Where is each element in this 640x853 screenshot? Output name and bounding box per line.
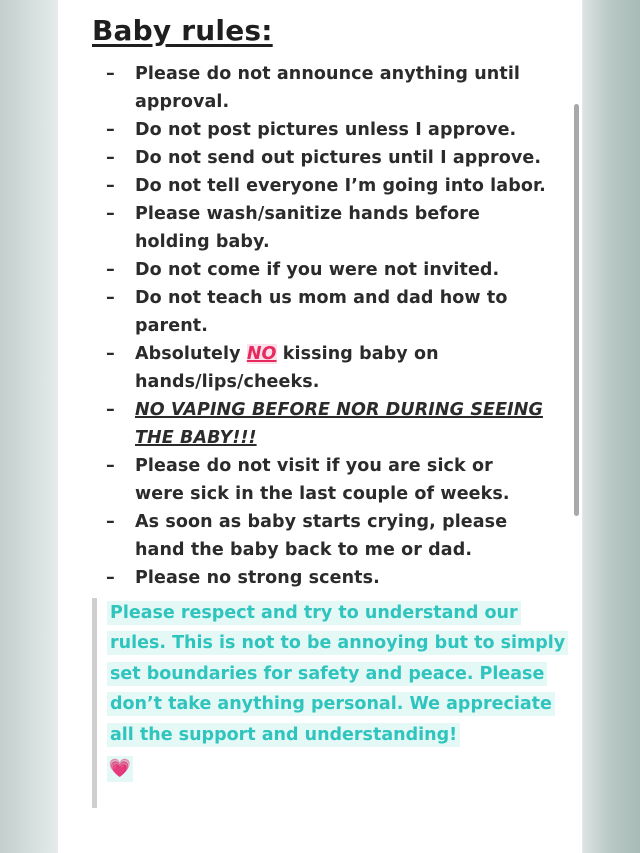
bullet-dash: – xyxy=(106,204,115,224)
bullet-dash: – xyxy=(106,568,115,588)
bullet-dash: – xyxy=(106,400,115,420)
rule-item-4 xyxy=(106,172,546,200)
rule-item-9 xyxy=(106,396,546,452)
rule-text: Please do not announce anything until approval. xyxy=(135,64,521,112)
note-paragraph xyxy=(107,598,567,750)
bullet-dash: – xyxy=(106,456,115,476)
rule-text: Please wash/sanitize hands before holding baby. xyxy=(135,204,480,252)
rule-text: Please do not visit if you are sick or were sick in the last couple of weeks. xyxy=(135,456,510,504)
rules-list xyxy=(106,60,546,592)
no-highlight: NO xyxy=(246,344,277,364)
bullet-dash: – xyxy=(106,512,115,532)
rule-item-11 xyxy=(106,508,546,564)
rule-text: Do not tell everyone I’m going into labor. xyxy=(135,176,546,196)
rule-text: Do not post pictures unless I approve. xyxy=(135,120,517,140)
rule-item-6 xyxy=(106,256,546,284)
rule-text: Do not send out pictures until I approve. xyxy=(135,148,542,168)
bullet-dash: – xyxy=(106,120,115,140)
rule-text: Do not teach us mom and dad how to parent. xyxy=(135,288,508,336)
rule-item-2 xyxy=(106,116,546,144)
scrollbar[interactable] xyxy=(574,104,579,516)
rule-text-emphasized: NO VAPING BEFORE NOR DURING SEEING THE BABY!!! xyxy=(135,400,543,448)
bullet-dash: – xyxy=(106,176,115,196)
page-title: Baby rules: xyxy=(92,14,273,47)
rule-text-before: Absolutely xyxy=(135,344,247,364)
bullet-dash: – xyxy=(106,288,115,308)
rule-text: Do not come if you were not invited. xyxy=(135,260,500,280)
bullet-dash: – xyxy=(106,344,115,364)
rule-item-1 xyxy=(106,60,546,116)
rule-text-after: kissing baby on hands/lips/cheeks. xyxy=(135,344,439,392)
bullet-dash: – xyxy=(106,260,115,280)
rule-text: As soon as baby starts crying, please hand the baby back to me or dad. xyxy=(135,512,508,560)
note-text: Please respect and try to understand our rules. This is not to be annoying but to simply set boundaries for safety and peace. Please don’t take anything personal. We appreciate all the support and understanding! xyxy=(107,601,568,747)
bullet-dash: – xyxy=(106,148,115,168)
rule-item-5 xyxy=(106,200,546,256)
rule-item-10 xyxy=(106,452,546,508)
rule-item-8 xyxy=(106,340,546,396)
rule-item-3 xyxy=(106,144,546,172)
rule-item-7 xyxy=(106,284,546,340)
rule-text: Please no strong scents. xyxy=(135,568,380,588)
bullet-dash: – xyxy=(106,64,115,84)
closing-note xyxy=(92,598,567,808)
rule-item-12 xyxy=(106,564,546,592)
heart-icon: 💗 xyxy=(107,756,133,782)
